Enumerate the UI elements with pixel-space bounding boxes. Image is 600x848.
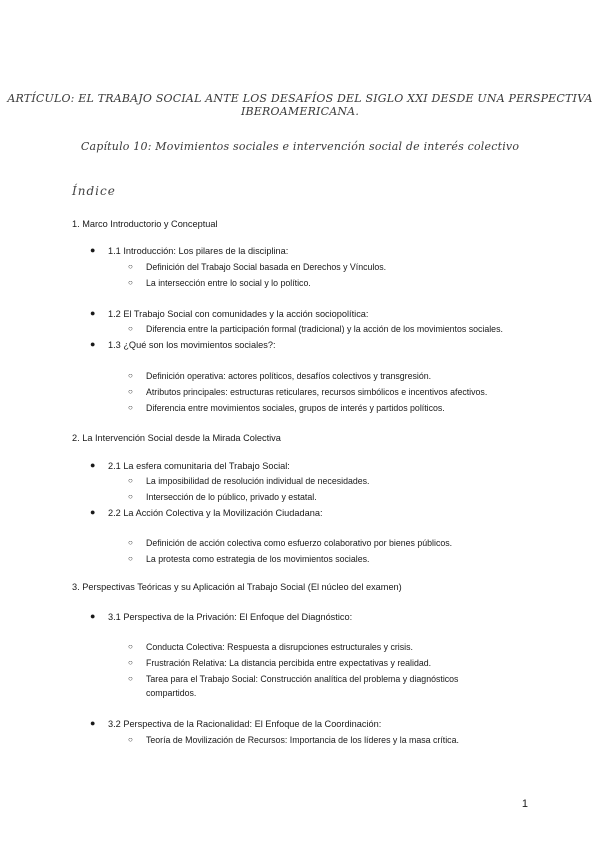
section-heading: 2. La Intervención Social desde la Mirada Colectiva [72,433,281,443]
sub-item: La imposibilidad de resolución individual de necesidades. [146,476,370,486]
bullet-icon: ● [90,611,96,621]
page-number: 1 [521,798,528,810]
subsection-item: 2.2 La Acción Colectiva y la Movilización Ciudadana: [108,508,323,518]
sub-item: Atributos principales: estructuras reticulares, recursos simbólicos e incentivos afectivos. [146,387,488,397]
sub-bullet-icon: ○ [128,674,133,683]
subsection-item: 1.2 El Trabajo Social con comunidades y la acción sociopolítica: [108,309,369,319]
bullet-icon: ● [90,507,96,517]
subsection-item: 1.1 Introducción: Los pilares de la disciplina: [108,246,289,256]
sub-bullet-icon: ○ [128,476,133,485]
section-heading: 3. Perspectivas Teóricas y su Aplicación al Trabajo Social (El núcleo del examen) [72,582,402,592]
article-title: ARTÍCULO: EL TRABAJO SOCIAL ANTE LOS DESAFÍOS DEL SIGLO XXI DESDE UNA PERSPECTIVA IBEROAMERICANA. [7,92,593,118]
sub-bullet-icon: ○ [128,387,133,396]
sub-item: Teoría de Movilización de Recursos: Importancia de los líderes y la masa crítica. [146,735,459,745]
sub-item: Diferencia entre la participación formal (tradicional) y la acción de los movimientos sociales. [146,324,503,334]
bullet-icon: ● [90,245,96,255]
sub-bullet-icon: ○ [128,658,133,667]
sub-item: Conducta Colectiva: Respuesta a disrupciones estructurales y crisis. [146,642,413,652]
sub-bullet-icon: ○ [128,403,133,412]
sub-bullet-icon: ○ [128,371,133,380]
subsection-item: 1.3 ¿Qué son los movimientos sociales?: [108,340,276,350]
section-heading: 1. Marco Introductorio y Conceptual [72,219,218,229]
sub-bullet-icon: ○ [128,278,133,287]
sub-bullet-icon: ○ [128,642,133,651]
subsection-item: 2.1 La esfera comunitaria del Trabajo Social: [108,461,290,471]
sub-item: Frustración Relativa: La distancia percibida entre expectativas y realidad. [146,658,432,668]
sub-item: La protesta como estrategia de los movimientos sociales. [146,554,370,564]
sub-bullet-icon: ○ [128,554,133,563]
index-heading: Índice [72,184,116,198]
sub-item: Intersección de lo público, privado y estatal. [146,492,317,502]
sub-item: Tarea para el Trabajo Social: Construcción analítica del problema y diagnósticos [146,674,459,684]
sub-bullet-icon: ○ [128,538,133,547]
bullet-icon: ● [90,339,96,349]
subsection-item: 3.1 Perspectiva de la Privación: El Enfoque del Diagnóstico: [108,612,353,622]
bullet-icon: ● [90,308,96,318]
sub-bullet-icon: ○ [128,492,133,501]
bullet-icon: ● [90,460,96,470]
sub-item: La intersección entre lo social y lo político. [146,278,311,288]
subsection-item: 3.2 Perspectiva de la Racionalidad: El Enfoque de la Coordinación: [108,719,382,729]
chapter-title: Capítulo 10: Movimientos sociales e intervención social de interés colectivo [80,140,520,153]
sub-item: Definición de acción colectiva como esfuerzo colaborativo por bienes públicos. [146,538,453,548]
sub-bullet-icon: ○ [128,735,133,744]
sub-item: Definición del Trabajo Social basada en Derechos y Vínculos. [146,262,387,272]
sub-bullet-icon: ○ [128,262,133,271]
sub-item: compartidos. [146,688,197,698]
bullet-icon: ● [90,718,96,728]
sub-bullet-icon: ○ [128,324,133,333]
sub-item: Diferencia entre movimientos sociales, grupos de interés y partidos políticos. [146,403,445,413]
sub-item: Definición operativa: actores políticos, desafíos colectivos y transgresión. [146,371,432,381]
